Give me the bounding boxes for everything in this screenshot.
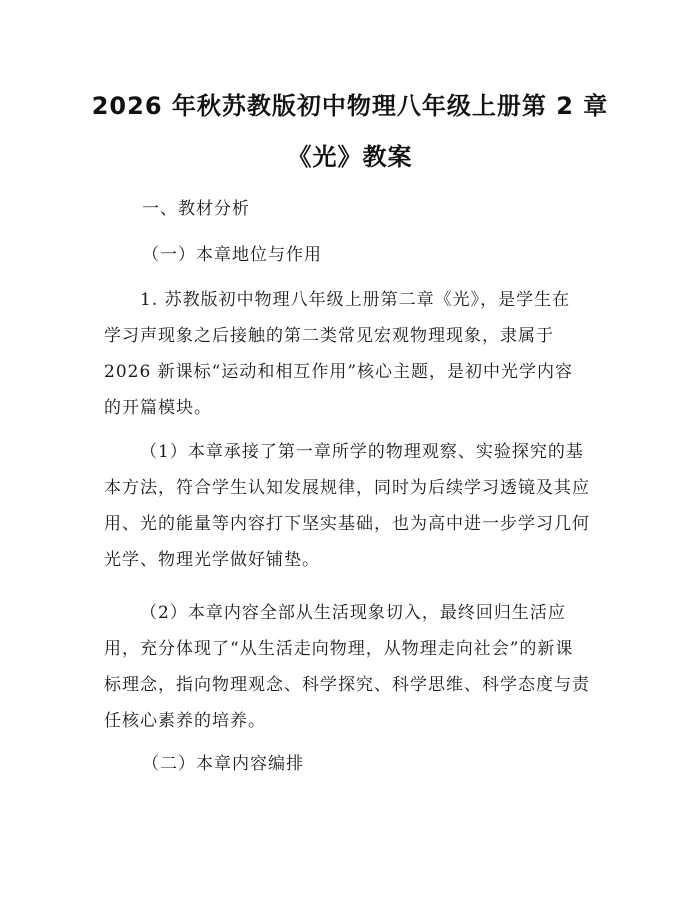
- document-title-line-1: 2026 年秋苏教版初中物理八年级上册第 2 章: [91, 92, 609, 120]
- paragraph-chapter-overview: [104, 282, 604, 426]
- subsection-heading-content-arrangement: （二）本章内容编排: [142, 754, 304, 774]
- document-title-line-2: 《光》教案: [287, 143, 413, 171]
- paragraph-point-2: [104, 595, 604, 739]
- paragraph-line: 标理念，指向物理观念、科学探究、科学思维、科学态度与责: [104, 675, 590, 695]
- subsection-heading-chapter-role: （一）本章地位与作用: [142, 245, 322, 265]
- paragraph-line: （1）本章承接了第一章所学的物理观察、实验探究的基: [140, 442, 584, 462]
- paragraph-line: 学习声现象之后接触的第二类常见宏观物理现象，隶属于: [104, 326, 554, 346]
- paragraph-line: （2）本章内容全部从生活现象切入，最终回归生活应: [140, 603, 566, 623]
- paragraph-line: 本方法，符合学生认知发展规律，同时为后续学习透镜及其应: [104, 478, 590, 498]
- paragraph-line: 用，充分体现了“从生活走向物理，从物理走向社会”的新课: [104, 639, 574, 659]
- paragraph-line: 任核心素养的培养。: [104, 711, 266, 731]
- paragraph-line: 用、光的能量等内容打下坚实基础，也为高中进一步学习几何: [104, 514, 590, 534]
- paragraph-line: 1. 苏教版初中物理八年级上册第二章《光》，是学生在: [140, 290, 571, 310]
- paragraph-line: 光学、物理光学做好铺垫。: [104, 550, 320, 570]
- section-heading-material-analysis: 一、教材分析: [142, 199, 250, 219]
- paragraph-line: 的开篇模块。: [104, 398, 212, 418]
- paragraph-point-1: [104, 434, 604, 578]
- paragraph-line: 2026 新课标“运动和相互作用”核心主题，是初中光学内容: [104, 362, 574, 382]
